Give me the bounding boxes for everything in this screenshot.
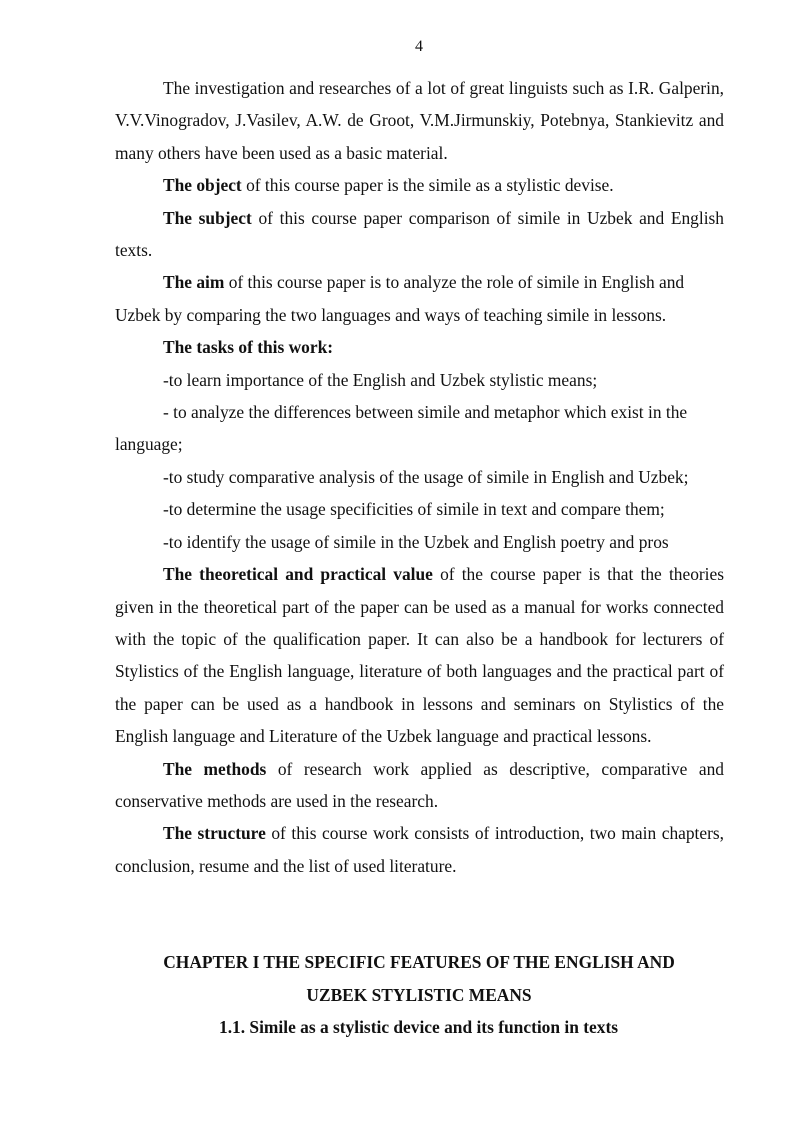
chapter-heading-line2: UZBEK STYLISTIC MEANS bbox=[306, 985, 532, 1005]
task-item: -to identify the usage of simile in the Uzbek and English poetry and pros bbox=[163, 531, 669, 552]
tasks-heading bbox=[115, 331, 724, 363]
aim-text: of this course paper is to analyze the role of simile in English and Uzbek by comparing the two languages and ways of teaching simile in lessons. bbox=[115, 272, 685, 325]
intro-paragraph: The investigation and researches of a lot of great linguists such as I.R. Galperin, V.V.Vinogradov, J.Vasilev, A.W. de Groot, V.M.Jirmunskiy, Potebnya, Stankievitz and many others have been used as a basic material. bbox=[115, 78, 724, 163]
value-paragraph bbox=[115, 558, 724, 752]
task-item: - to analyze the differences between simile and metaphor which exist in the language; bbox=[115, 402, 688, 455]
structure-label: The structure bbox=[163, 823, 266, 844]
tasks-heading-text: The tasks of this work: bbox=[163, 337, 334, 358]
value-text: of the course paper is that the theories given in the theoretical part of the paper can be used as a manual for works connected with the topic of the qualification paper. It can also be a handbook for lecturers of Stylistics of the English language, literature of both languages and the practical part of the paper can be used as a handbook in lessons and seminars on Stylistics of the English language and Literature of the Uzbek language and practical lessons. bbox=[115, 564, 724, 747]
object-paragraph bbox=[115, 169, 724, 201]
task-item: -to learn importance of the English and Uzbek stylistic means; bbox=[163, 369, 598, 390]
object-label: The object bbox=[163, 175, 242, 196]
aim-paragraph bbox=[115, 266, 724, 331]
methods-paragraph bbox=[115, 753, 724, 818]
methods-text: of research work applied as descriptive, comparative and conservative methods are used in the research. bbox=[115, 758, 724, 811]
value-label: The theoretical and practical value bbox=[163, 564, 433, 585]
subject-label: The subject bbox=[163, 207, 252, 228]
task-item: -to study comparative analysis of the usage of simile in English and Uzbek; bbox=[163, 466, 689, 487]
methods-label: The methods bbox=[163, 758, 267, 779]
section-heading: 1.1. Simile as a stylistic device and its function in texts bbox=[219, 1017, 619, 1037]
body-text bbox=[115, 72, 724, 882]
structure-text: of this course work consists of introduction, two main chapters, conclusion, resume and the list of used literature. bbox=[115, 823, 725, 876]
aim-label: The aim bbox=[163, 272, 225, 293]
subject-text: of this course paper comparison of simile in Uzbek and English texts. bbox=[115, 207, 724, 261]
chapter-heading bbox=[0, 946, 800, 1012]
task-item: -to determine the usage specificities of simile in text and compare them; bbox=[163, 499, 665, 520]
structure-paragraph bbox=[115, 817, 724, 882]
page-number: 4 bbox=[415, 38, 423, 55]
object-text: of this course paper is the simile as a stylistic devise. bbox=[241, 175, 614, 196]
subject-paragraph bbox=[115, 202, 724, 267]
chapter-heading-line1: CHAPTER I THE SPECIFIC FEATURES OF THE ENGLISH AND bbox=[163, 952, 675, 972]
